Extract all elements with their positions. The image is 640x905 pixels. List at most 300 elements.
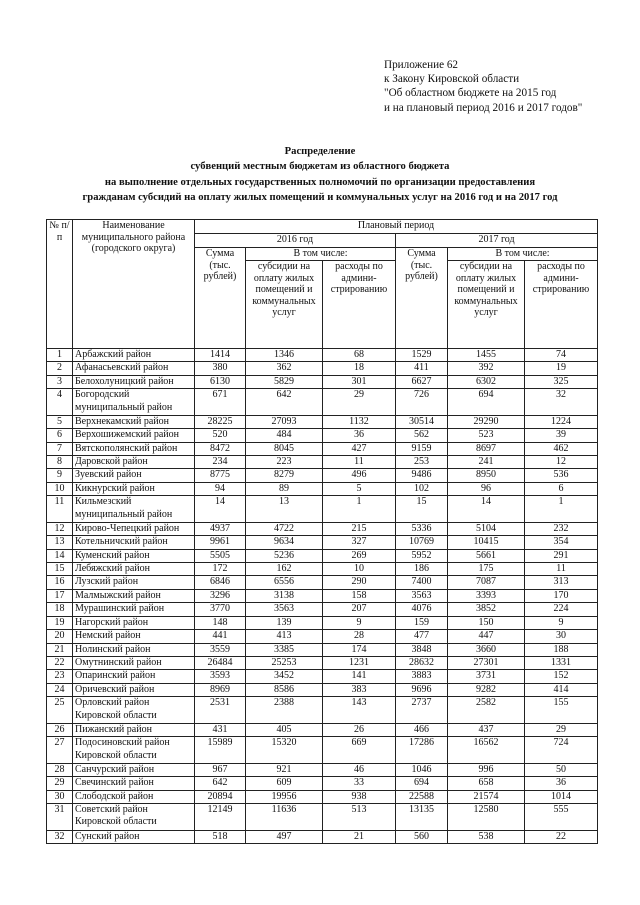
sum-2016: 671 xyxy=(195,389,246,416)
subsidies-2016: 3563 xyxy=(246,603,323,616)
sum-2017: 726 xyxy=(396,389,448,416)
table-row xyxy=(47,737,598,764)
subsidies-2016: 2388 xyxy=(246,697,323,724)
admin-2017: 155 xyxy=(525,697,598,724)
row-number: 19 xyxy=(47,616,73,629)
admin-2016: 1132 xyxy=(323,415,396,428)
row-name: Верхнекамский район xyxy=(73,415,195,428)
header-subsidies-2016: субсидии на оплату жилых помещений и коммунальных услуг xyxy=(246,261,323,349)
table-body xyxy=(47,349,598,844)
admin-2016: 18 xyxy=(323,362,396,375)
admin-2017: 30 xyxy=(525,630,598,643)
admin-2017: 11 xyxy=(525,563,598,576)
subsidies-2017: 447 xyxy=(448,630,525,643)
table-row xyxy=(47,790,598,803)
admin-2016: 158 xyxy=(323,589,396,602)
subsidies-2017: 175 xyxy=(448,563,525,576)
sum-2017: 411 xyxy=(396,362,448,375)
table-row xyxy=(47,349,598,362)
sum-2016: 3559 xyxy=(195,643,246,656)
subsidies-2016: 11636 xyxy=(246,803,323,830)
admin-2017: 50 xyxy=(525,763,598,776)
sum-2017: 3848 xyxy=(396,643,448,656)
table-row xyxy=(47,630,598,643)
row-name: Лузский район xyxy=(73,576,195,589)
header-admin-2016: расходы по админи-стрированию xyxy=(323,261,396,349)
admin-2017: 1014 xyxy=(525,790,598,803)
sum-2016: 518 xyxy=(195,830,246,843)
row-name: Зуевский район xyxy=(73,469,195,482)
appendix-note xyxy=(384,58,582,115)
admin-2017: 1224 xyxy=(525,415,598,428)
subsidies-2017: 1455 xyxy=(448,349,525,362)
row-number: 26 xyxy=(47,723,73,736)
subsidies-2017: 241 xyxy=(448,456,525,469)
admin-2017: 22 xyxy=(525,830,598,843)
row-name: Кирово-Чепецкий район xyxy=(73,522,195,535)
sum-2017: 186 xyxy=(396,563,448,576)
row-name: Вятскополянский район xyxy=(73,442,195,455)
admin-2016: 174 xyxy=(323,643,396,656)
subsidies-2017: 538 xyxy=(448,830,525,843)
table-row xyxy=(47,563,598,576)
document-title xyxy=(40,144,600,206)
sum-2016: 2531 xyxy=(195,697,246,724)
header-planning-period: Плановый период xyxy=(195,220,598,234)
header-sum-2016: Сумма (тыс. рублей) xyxy=(195,248,246,349)
sum-2017: 466 xyxy=(396,723,448,736)
appendix-line: и на плановый период 2016 и 2017 годов" xyxy=(384,101,583,114)
subsidies-2016: 5829 xyxy=(246,375,323,388)
admin-2016: 1231 xyxy=(323,656,396,669)
table-row xyxy=(47,482,598,495)
subsidies-2017: 27301 xyxy=(448,656,525,669)
admin-2016: 68 xyxy=(323,349,396,362)
table-row xyxy=(47,777,598,790)
sum-2017: 560 xyxy=(396,830,448,843)
subsidies-2017: 29290 xyxy=(448,415,525,428)
sum-2017: 15 xyxy=(396,496,448,523)
admin-2016: 10 xyxy=(323,563,396,576)
subsidies-2016: 921 xyxy=(246,763,323,776)
subsidies-2016: 413 xyxy=(246,630,323,643)
row-number: 30 xyxy=(47,790,73,803)
row-name: Даровской район xyxy=(73,456,195,469)
admin-2017: 19 xyxy=(525,362,598,375)
admin-2017: 462 xyxy=(525,442,598,455)
table-row xyxy=(47,549,598,562)
subsidies-2016: 484 xyxy=(246,429,323,442)
title-line: гражданам субсидий на оплату жилых помещений и коммунальных услуг на 2016 год и на 2017 год xyxy=(82,192,558,204)
admin-2016: 26 xyxy=(323,723,396,736)
row-number: 7 xyxy=(47,442,73,455)
header-admin-2017: расходы по админи-стрированию xyxy=(525,261,598,349)
row-number: 8 xyxy=(47,456,73,469)
subsidies-2016: 1346 xyxy=(246,349,323,362)
sum-2016: 441 xyxy=(195,630,246,643)
admin-2017: 32 xyxy=(525,389,598,416)
admin-2017: 313 xyxy=(525,576,598,589)
row-number: 24 xyxy=(47,683,73,696)
subsidies-2016: 3385 xyxy=(246,643,323,656)
row-number: 31 xyxy=(47,803,73,830)
admin-2016: 669 xyxy=(323,737,396,764)
admin-2016: 269 xyxy=(323,549,396,562)
row-number: 1 xyxy=(47,349,73,362)
row-name: Кильмезский муниципальный район xyxy=(73,496,195,523)
subsidies-2016: 9634 xyxy=(246,536,323,549)
subsidies-2017: 21574 xyxy=(448,790,525,803)
title-line: субвенций местным бюджетам из областного бюджета xyxy=(190,161,450,173)
appendix-line: Приложение 62 xyxy=(384,59,459,71)
subsidies-2016: 405 xyxy=(246,723,323,736)
sum-2016: 9961 xyxy=(195,536,246,549)
subsidies-2016: 13 xyxy=(246,496,323,523)
sum-2016: 12149 xyxy=(195,803,246,830)
sum-2016: 8775 xyxy=(195,469,246,482)
subsidies-2016: 6556 xyxy=(246,576,323,589)
admin-2016: 207 xyxy=(323,603,396,616)
row-number: 29 xyxy=(47,777,73,790)
admin-2017: 29 xyxy=(525,723,598,736)
row-number: 13 xyxy=(47,536,73,549)
subsidies-2016: 362 xyxy=(246,362,323,375)
row-number: 10 xyxy=(47,482,73,495)
row-number: 15 xyxy=(47,563,73,576)
header-number: № п/п xyxy=(47,220,73,349)
subsidies-2017: 392 xyxy=(448,362,525,375)
subsidies-2017: 694 xyxy=(448,389,525,416)
subventions-table xyxy=(46,219,598,844)
admin-2017: 555 xyxy=(525,803,598,830)
row-name: Санчурский район xyxy=(73,763,195,776)
row-number: 27 xyxy=(47,737,73,764)
subsidies-2016: 497 xyxy=(246,830,323,843)
table-row xyxy=(47,603,598,616)
row-name: Оричевский район xyxy=(73,683,195,696)
subsidies-2017: 7087 xyxy=(448,576,525,589)
table-row xyxy=(47,536,598,549)
sum-2017: 159 xyxy=(396,616,448,629)
admin-2017: 232 xyxy=(525,522,598,535)
admin-2016: 141 xyxy=(323,670,396,683)
row-number: 20 xyxy=(47,630,73,643)
row-name: Куменский район xyxy=(73,549,195,562)
subsidies-2017: 12580 xyxy=(448,803,525,830)
row-name: Арбажский район xyxy=(73,349,195,362)
sum-2016: 148 xyxy=(195,616,246,629)
sum-2017: 562 xyxy=(396,429,448,442)
subsidies-2017: 2582 xyxy=(448,697,525,724)
subsidies-2017: 3852 xyxy=(448,603,525,616)
subsidies-2017: 3393 xyxy=(448,589,525,602)
table-row xyxy=(47,616,598,629)
sum-2017: 13135 xyxy=(396,803,448,830)
sum-2016: 380 xyxy=(195,362,246,375)
admin-2016: 29 xyxy=(323,389,396,416)
header-year-2017: 2017 год xyxy=(396,234,598,248)
row-number: 9 xyxy=(47,469,73,482)
admin-2017: 39 xyxy=(525,429,598,442)
row-number: 2 xyxy=(47,362,73,375)
sum-2016: 6846 xyxy=(195,576,246,589)
sum-2016: 1414 xyxy=(195,349,246,362)
row-number: 21 xyxy=(47,643,73,656)
subsidies-2016: 162 xyxy=(246,563,323,576)
subsidies-2017: 14 xyxy=(448,496,525,523)
sum-2017: 7400 xyxy=(396,576,448,589)
table-row xyxy=(47,830,598,843)
sum-2017: 477 xyxy=(396,630,448,643)
row-name: Мурашинский район xyxy=(73,603,195,616)
subsidies-2016: 642 xyxy=(246,389,323,416)
row-name: Опаринский район xyxy=(73,670,195,683)
row-name: Белохолуницкий район xyxy=(73,375,195,388)
admin-2016: 9 xyxy=(323,616,396,629)
sum-2016: 14 xyxy=(195,496,246,523)
sum-2016: 6130 xyxy=(195,375,246,388)
row-number: 16 xyxy=(47,576,73,589)
table-row xyxy=(47,429,598,442)
row-name: Верхошижемский район xyxy=(73,429,195,442)
sum-2016: 94 xyxy=(195,482,246,495)
sum-2017: 28632 xyxy=(396,656,448,669)
subsidies-2016: 3138 xyxy=(246,589,323,602)
subsidies-2016: 139 xyxy=(246,616,323,629)
admin-2017: 724 xyxy=(525,737,598,764)
sum-2017: 6627 xyxy=(396,375,448,388)
sum-2017: 4076 xyxy=(396,603,448,616)
admin-2016: 1 xyxy=(323,496,396,523)
sum-2017: 694 xyxy=(396,777,448,790)
sum-2017: 3563 xyxy=(396,589,448,602)
sum-2017: 9486 xyxy=(396,469,448,482)
header-including-2017: В том числе: xyxy=(448,248,598,261)
admin-2016: 383 xyxy=(323,683,396,696)
sum-2017: 30514 xyxy=(396,415,448,428)
admin-2017: 188 xyxy=(525,643,598,656)
subsidies-2016: 27093 xyxy=(246,415,323,428)
subsidies-2017: 6302 xyxy=(448,375,525,388)
row-name: Свечинский район xyxy=(73,777,195,790)
admin-2016: 215 xyxy=(323,522,396,535)
sum-2016: 234 xyxy=(195,456,246,469)
row-number: 28 xyxy=(47,763,73,776)
header-sum-2017: Сумма (тыс. рублей) xyxy=(396,248,448,349)
admin-2016: 513 xyxy=(323,803,396,830)
admin-2017: 224 xyxy=(525,603,598,616)
admin-2017: 9 xyxy=(525,616,598,629)
title-line: на выполнение отдельных государственных полномочий по организации предоставления xyxy=(104,176,536,188)
admin-2016: 496 xyxy=(323,469,396,482)
table-row xyxy=(47,415,598,428)
subsidies-2017: 437 xyxy=(448,723,525,736)
table-row xyxy=(47,697,598,724)
subsidies-2016: 25253 xyxy=(246,656,323,669)
header-including-2016: В том числе: xyxy=(246,248,396,261)
appendix-line: "Об областном бюджете на 2015 год xyxy=(384,87,557,100)
subsidies-2017: 8697 xyxy=(448,442,525,455)
table-row xyxy=(47,683,598,696)
subsidies-2017: 3731 xyxy=(448,670,525,683)
subsidies-2016: 8279 xyxy=(246,469,323,482)
sum-2017: 17286 xyxy=(396,737,448,764)
sum-2016: 3296 xyxy=(195,589,246,602)
row-number: 5 xyxy=(47,415,73,428)
sum-2017: 22588 xyxy=(396,790,448,803)
admin-2017: 291 xyxy=(525,549,598,562)
subsidies-2016: 8045 xyxy=(246,442,323,455)
admin-2016: 290 xyxy=(323,576,396,589)
row-name: Котельничский район xyxy=(73,536,195,549)
table-row xyxy=(47,496,598,523)
subsidies-2017: 5661 xyxy=(448,549,525,562)
row-name: Нагорский район xyxy=(73,616,195,629)
table-row xyxy=(47,375,598,388)
table-row xyxy=(47,656,598,669)
table-row xyxy=(47,362,598,375)
subsidies-2016: 15320 xyxy=(246,737,323,764)
row-number: 23 xyxy=(47,670,73,683)
row-number: 32 xyxy=(47,830,73,843)
sum-2016: 520 xyxy=(195,429,246,442)
admin-2017: 414 xyxy=(525,683,598,696)
row-number: 14 xyxy=(47,549,73,562)
header-subsidies-2017: субсидии на оплату жилых помещений и коммунальных услуг xyxy=(448,261,525,349)
sum-2016: 3770 xyxy=(195,603,246,616)
row-number: 12 xyxy=(47,522,73,535)
admin-2017: 12 xyxy=(525,456,598,469)
table-row xyxy=(47,456,598,469)
subsidies-2017: 3660 xyxy=(448,643,525,656)
subsidies-2016: 8586 xyxy=(246,683,323,696)
sum-2017: 1046 xyxy=(396,763,448,776)
admin-2016: 143 xyxy=(323,697,396,724)
admin-2017: 74 xyxy=(525,349,598,362)
row-name: Советский район Кировской области xyxy=(73,803,195,830)
admin-2016: 327 xyxy=(323,536,396,549)
row-number: 17 xyxy=(47,589,73,602)
admin-2016: 46 xyxy=(323,763,396,776)
subsidies-2016: 4722 xyxy=(246,522,323,535)
table-row xyxy=(47,589,598,602)
table-row xyxy=(47,670,598,683)
admin-2016: 11 xyxy=(323,456,396,469)
sum-2017: 10769 xyxy=(396,536,448,549)
subsidies-2017: 16562 xyxy=(448,737,525,764)
admin-2016: 28 xyxy=(323,630,396,643)
sum-2017: 9159 xyxy=(396,442,448,455)
admin-2016: 5 xyxy=(323,482,396,495)
admin-2017: 536 xyxy=(525,469,598,482)
table-row xyxy=(47,643,598,656)
row-number: 6 xyxy=(47,429,73,442)
row-number: 3 xyxy=(47,375,73,388)
row-number: 18 xyxy=(47,603,73,616)
title-line: Распределение xyxy=(284,146,356,157)
subsidies-2017: 658 xyxy=(448,777,525,790)
row-name: Нолинский район xyxy=(73,643,195,656)
sum-2016: 642 xyxy=(195,777,246,790)
table-row xyxy=(47,723,598,736)
admin-2017: 36 xyxy=(525,777,598,790)
sum-2016: 8472 xyxy=(195,442,246,455)
table-row xyxy=(47,763,598,776)
subsidies-2017: 5104 xyxy=(448,522,525,535)
admin-2017: 354 xyxy=(525,536,598,549)
row-name: Кикнурский район xyxy=(73,482,195,495)
row-number: 25 xyxy=(47,697,73,724)
table-row xyxy=(47,803,598,830)
sum-2017: 5336 xyxy=(396,522,448,535)
admin-2016: 938 xyxy=(323,790,396,803)
admin-2016: 21 xyxy=(323,830,396,843)
sum-2016: 172 xyxy=(195,563,246,576)
subsidies-2017: 150 xyxy=(448,616,525,629)
sum-2017: 253 xyxy=(396,456,448,469)
sum-2016: 5505 xyxy=(195,549,246,562)
row-name: Слободской район xyxy=(73,790,195,803)
sum-2016: 8969 xyxy=(195,683,246,696)
admin-2017: 325 xyxy=(525,375,598,388)
admin-2016: 33 xyxy=(323,777,396,790)
header-name: Наименование муниципального района (городского округа) xyxy=(73,220,195,349)
row-name: Малмыжский район xyxy=(73,589,195,602)
subsidies-2017: 523 xyxy=(448,429,525,442)
sum-2016: 28225 xyxy=(195,415,246,428)
admin-2017: 152 xyxy=(525,670,598,683)
table-row xyxy=(47,469,598,482)
sum-2017: 1529 xyxy=(396,349,448,362)
sum-2016: 967 xyxy=(195,763,246,776)
row-name: Афанасьевский район xyxy=(73,362,195,375)
subsidies-2017: 996 xyxy=(448,763,525,776)
sum-2017: 102 xyxy=(396,482,448,495)
sum-2017: 9696 xyxy=(396,683,448,696)
row-name: Немский район xyxy=(73,630,195,643)
subsidies-2016: 223 xyxy=(246,456,323,469)
row-name: Пижанский район xyxy=(73,723,195,736)
table-row xyxy=(47,389,598,416)
sum-2016: 26484 xyxy=(195,656,246,669)
admin-2016: 427 xyxy=(323,442,396,455)
subsidies-2017: 9282 xyxy=(448,683,525,696)
row-name: Орловский район Кировской области xyxy=(73,697,195,724)
appendix-line: к Закону Кировской области xyxy=(384,73,520,86)
subsidies-2016: 89 xyxy=(246,482,323,495)
subsidies-2016: 3452 xyxy=(246,670,323,683)
table-row xyxy=(47,442,598,455)
sum-2017: 2737 xyxy=(396,697,448,724)
admin-2017: 6 xyxy=(525,482,598,495)
row-name: Омутнинский район xyxy=(73,656,195,669)
sum-2016: 15989 xyxy=(195,737,246,764)
subsidies-2017: 10415 xyxy=(448,536,525,549)
sum-2016: 3593 xyxy=(195,670,246,683)
row-name: Подосиновский район Кировской области xyxy=(73,737,195,764)
table-row xyxy=(47,522,598,535)
row-number: 11 xyxy=(47,496,73,523)
sum-2016: 431 xyxy=(195,723,246,736)
subsidies-2016: 609 xyxy=(246,777,323,790)
subsidies-2017: 8950 xyxy=(448,469,525,482)
subsidies-2016: 5236 xyxy=(246,549,323,562)
admin-2017: 170 xyxy=(525,589,598,602)
sum-2017: 3883 xyxy=(396,670,448,683)
row-name: Лебяжский район xyxy=(73,563,195,576)
row-name: Богородский муниципальный район xyxy=(73,389,195,416)
header-year-2016: 2016 год xyxy=(195,234,396,248)
